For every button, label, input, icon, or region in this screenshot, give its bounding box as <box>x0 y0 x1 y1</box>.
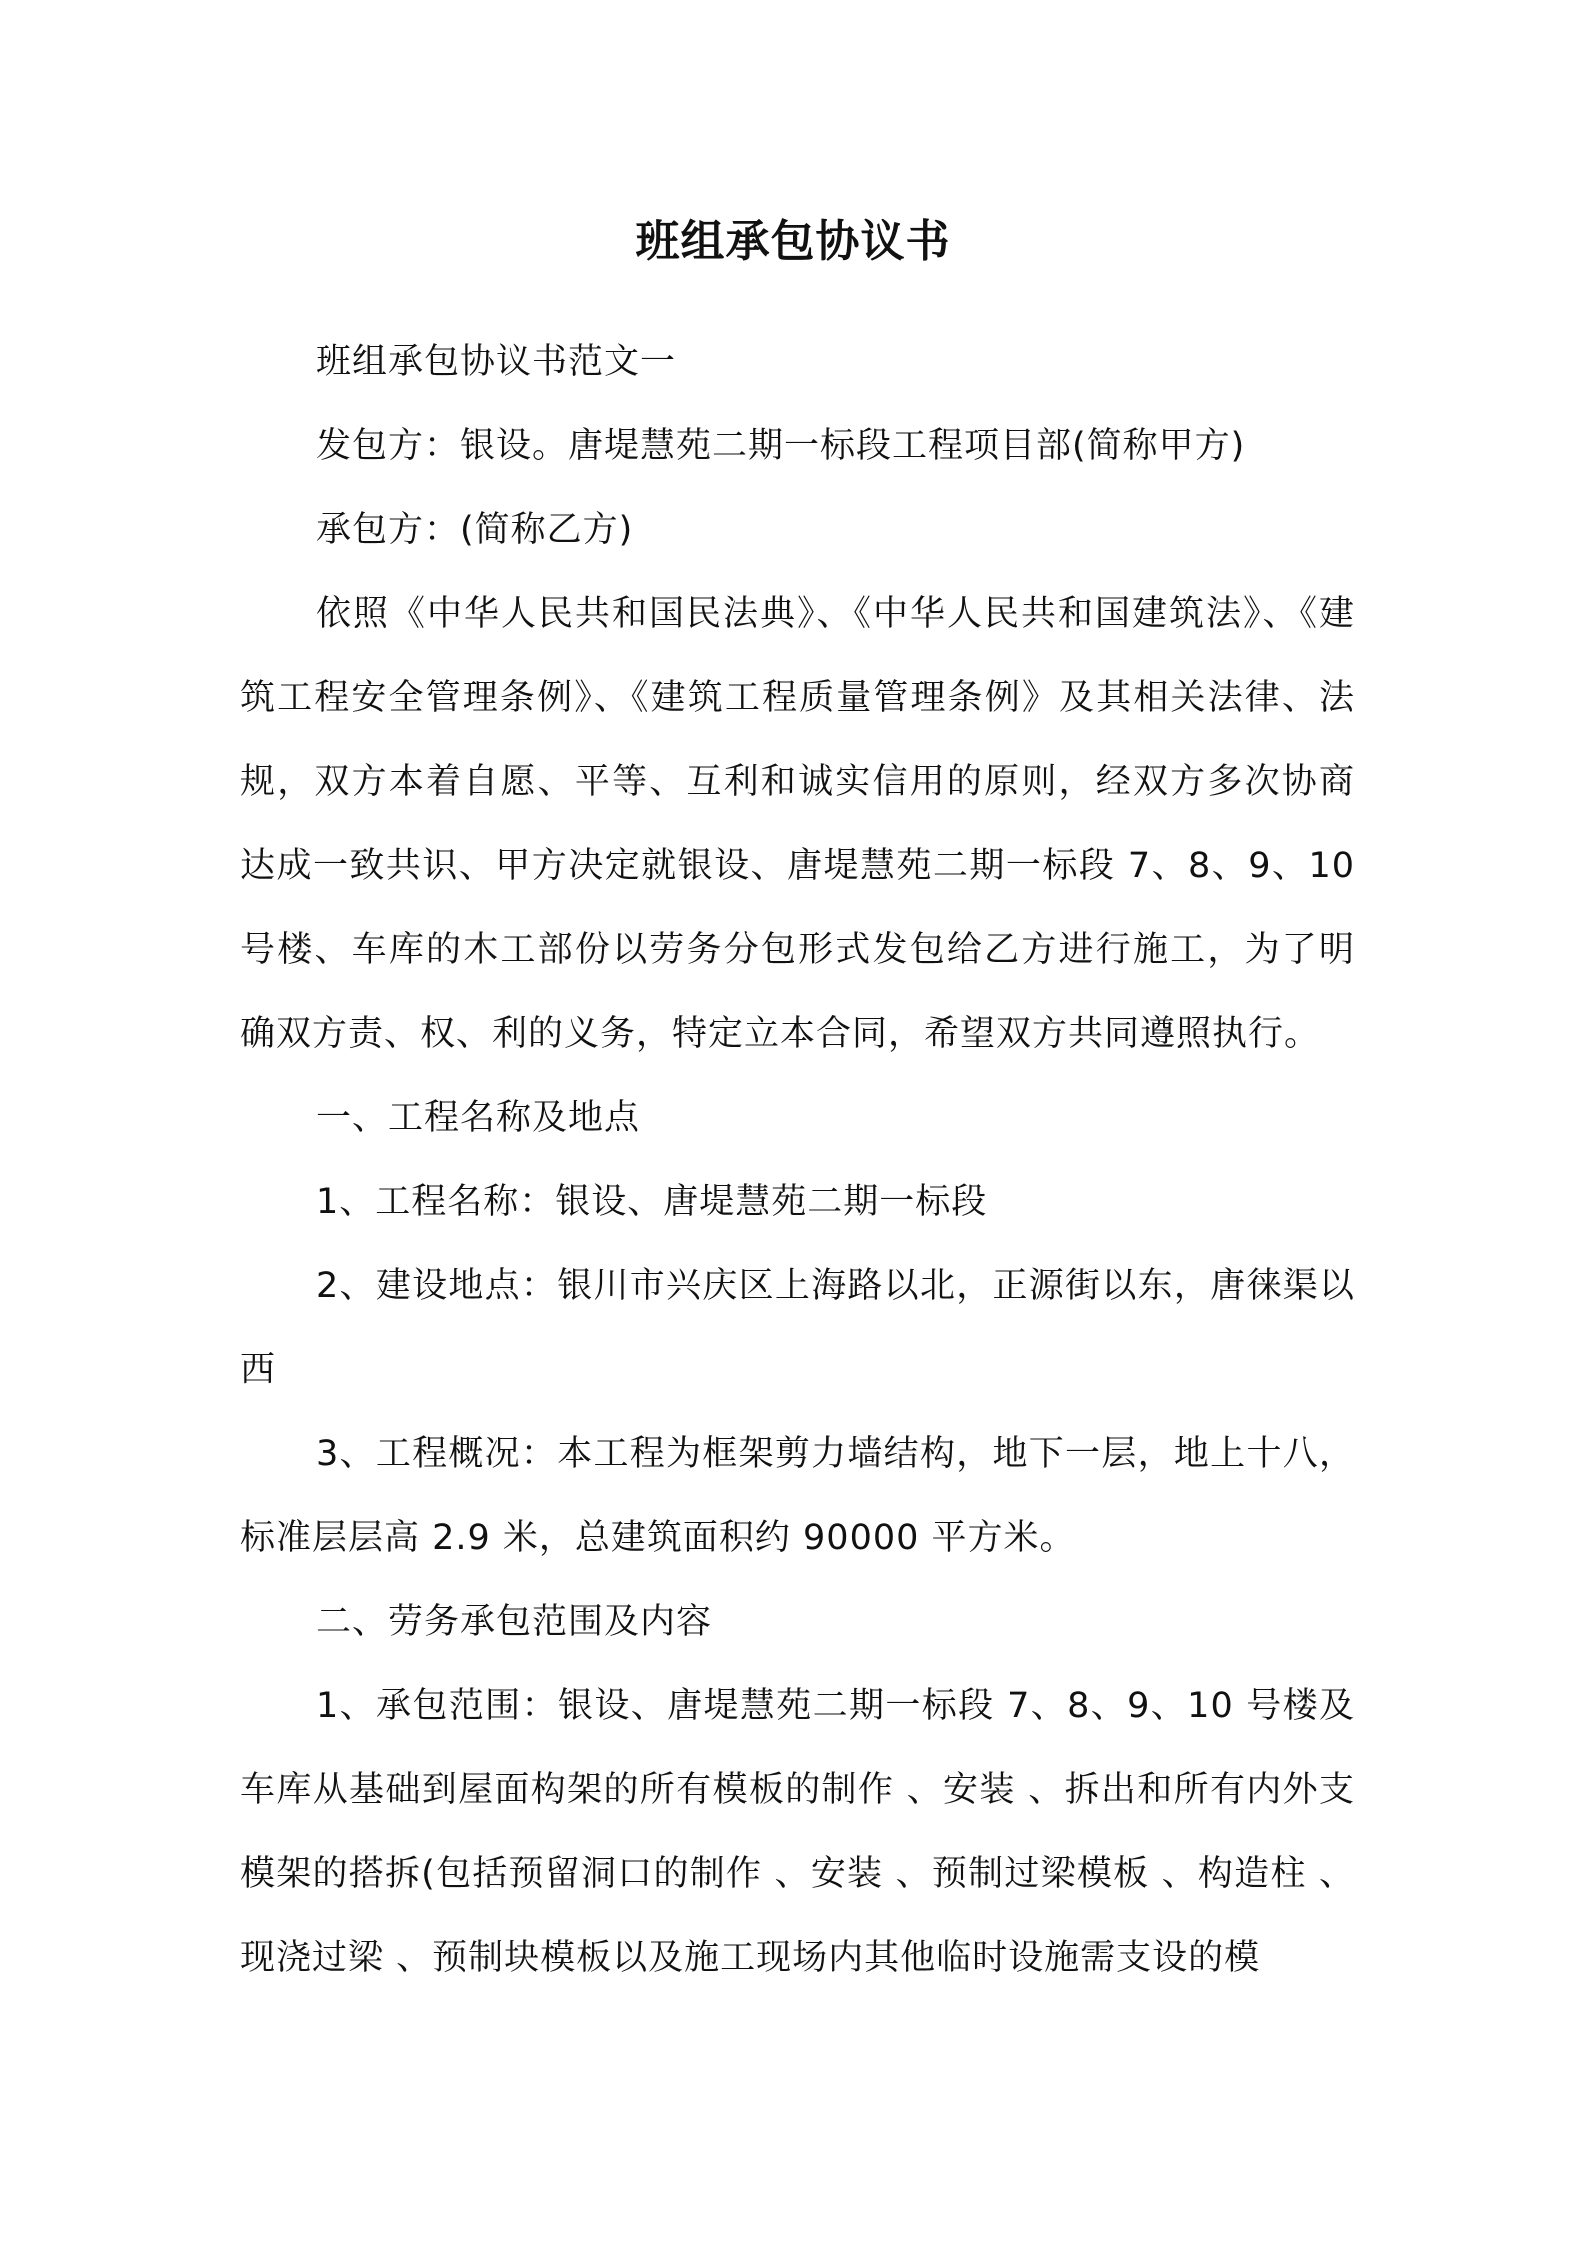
document-title: 班组承包协议书 <box>635 216 951 267</box>
paragraph-subtitle: 班组承包协议书范文一 <box>316 342 677 382</box>
paragraph-subcontractor: 承包方：(简称乙方) <box>316 510 634 550</box>
paragraph-scope: 1、承包范围：银设、唐堤慧苑二期一标段 7、8、9、10 号楼及车库从基础到屋面构架的所有模板的制作 、安装 、拆出和所有内外支模架的搭拆(包括预留洞口的制作 、安装 、预制过梁模板 、构造柱 、现浇过梁 、预制块模板以及施工现场内其他临时设施需支设的模 <box>240 1686 1355 1978</box>
paragraph-preamble: 依照《中华人民共和国民法典》、《中华人民共和国建筑法》、《建筑工程安全管理条例》、《建筑工程质量管理条例》及其相关法律、法规，双方本着自愿、平等、互利和诚实信用的原则，经双方多次协商达成一致共识、甲方决定就银设、唐堤慧苑二期一标段 7、8、9、10 号楼、车库的木工部份以劳务分包形式发包给乙方进行施工，为了明确双方责、权、利的义务，特定立本合同，希望双方共同遵照执行。 <box>240 594 1355 1054</box>
paragraph-overview: 3、工程概况：本工程为框架剪力墙结构，地下一层，地上十八，标准层层高 2.9 米，总建筑面积约 90000 平方米。 <box>240 1434 1355 1558</box>
paragraph-contractor: 发包方：银设。唐堤慧苑二期一标段工程项目部(简称甲方) <box>316 426 1246 466</box>
paragraph-project-name: 1、工程名称：银设、唐堤慧苑二期一标段 <box>316 1182 988 1222</box>
paragraph-location: 2、建设地点：银川市兴庆区上海路以北，正源街以东，唐徕渠以西 <box>240 1266 1355 1390</box>
section-heading-1: 一、工程名称及地点 <box>316 1098 641 1138</box>
document-body <box>240 320 1355 2000</box>
section-heading-2: 二、劳务承包范围及内容 <box>316 1602 713 1642</box>
